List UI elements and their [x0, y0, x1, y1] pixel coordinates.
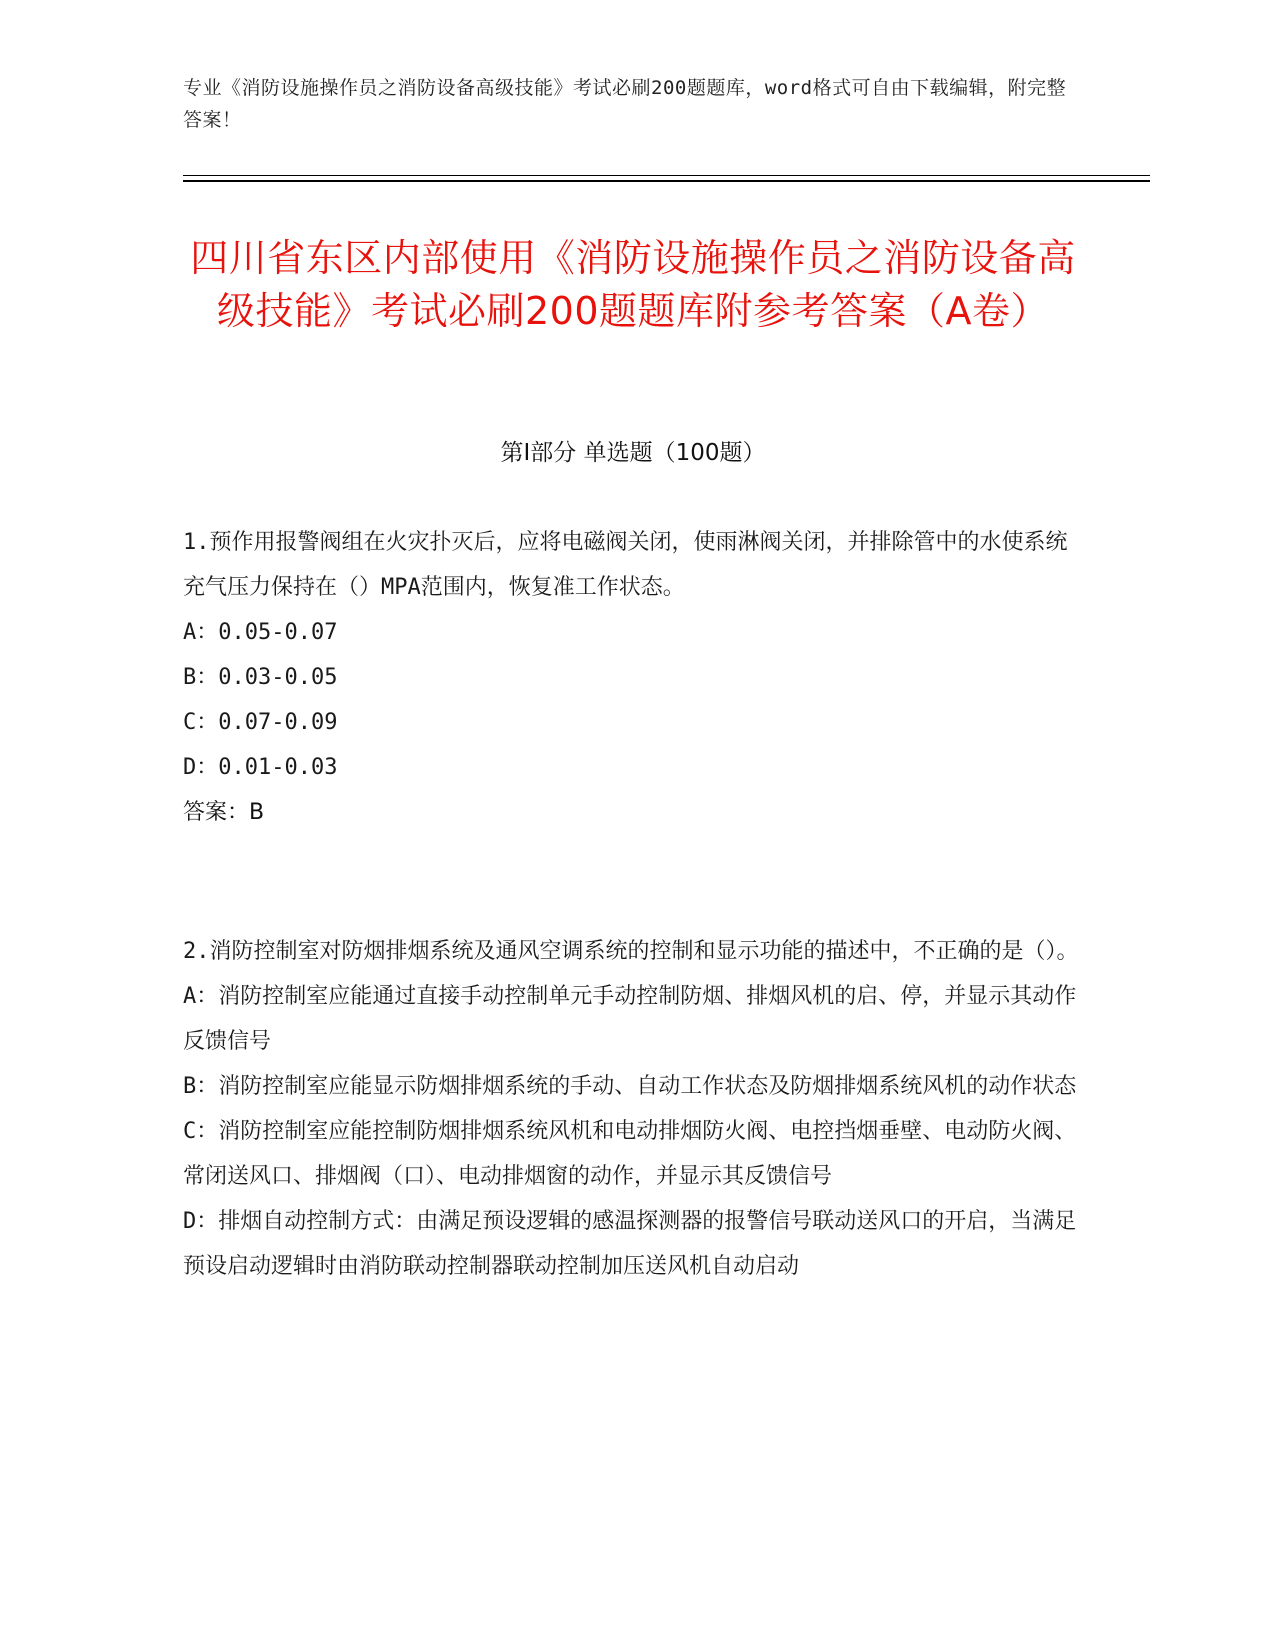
question-stem: 2.消防控制室对防烟排烟系统及通风空调系统的控制和显示功能的描述中，不正确的是（）。 [183, 939, 1079, 964]
question-2 [183, 929, 1083, 1289]
question-stem: 1.预作用报警阀组在火灾扑灭后，应将电磁阀关闭，使雨淋阀关闭，并排除管中的水使系统充气压力保持在（）MPA范围内，恢复准工作状态。 [183, 530, 1068, 600]
answer: 答案：B [183, 800, 265, 825]
option-a: A：0.05-0.07 [183, 620, 338, 645]
option-c: C：0.07-0.09 [183, 710, 338, 735]
option-d: D：0.01-0.03 [183, 755, 338, 780]
option-b: B：0.03-0.05 [183, 665, 338, 690]
option-b: B：消防控制室应能显示防烟排烟系统的手动、自动工作状态及防烟排烟系统风机的动作状态 [183, 1074, 1077, 1099]
header-divider-thick [183, 180, 1150, 182]
section-title: 第Ⅰ部分 单选题（100题） [500, 440, 766, 466]
header-note: 专业《消防设施操作员之消防设备高级技能》考试必刷200题题库，word格式可自由下载编辑，附完整答案！ [183, 77, 1067, 131]
question-1 [183, 520, 1083, 835]
header-divider-thin [183, 175, 1150, 176]
option-c: C：消防控制室应能控制防烟排烟系统风机和电动排烟防火阀、电控挡烟垂壁、电动防火阀、常闭送风口、排烟阀（口）、电动排烟窗的动作，并显示其反馈信号 [183, 1119, 1077, 1189]
document-title: 四川省东区内部使用《消防设施操作员之消防设备高级技能》考试必刷200题题库附参考答案（A卷） [190, 236, 1076, 333]
option-a: A：消防控制室应能通过直接手动控制单元手动控制防烟、排烟风机的启、停，并显示其动作反馈信号 [183, 984, 1077, 1054]
option-d: D：排烟自动控制方式：由满足预设逻辑的感温探测器的报警信号联动送风口的开启，当满足预设启动逻辑时由消防联动控制器联动控制加压送风机自动启动 [183, 1209, 1077, 1279]
